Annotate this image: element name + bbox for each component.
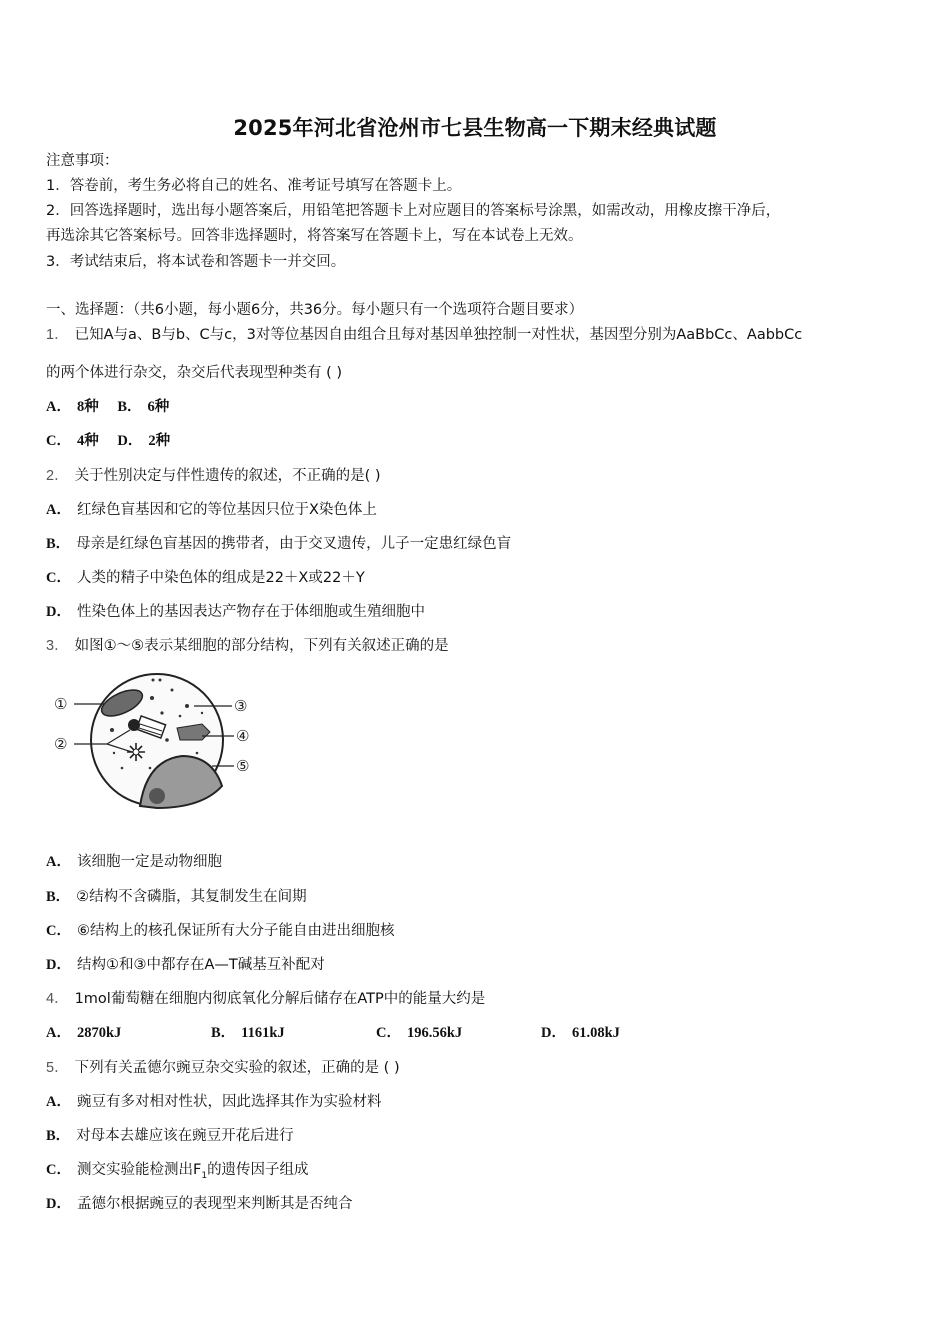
question-number: 5． [46,1060,69,1076]
option-letter: D． [46,957,71,973]
option-text: 对母本去雄应该在豌豆开花后进行 [76,1128,294,1144]
option-c[interactable] [376,1023,541,1043]
notice-item: 1．答卷前，考生务必将自己的姓名、准考证号填写在答题卡上。 [46,178,462,194]
option-text: 的遗传因子组成 [207,1162,309,1178]
option-letter: C． [46,433,71,449]
notice-item: 3．考试结束后，将本试卷和答题卡一并交回。 [46,254,346,270]
option-d[interactable] [46,1194,352,1214]
option-a[interactable] [46,500,377,520]
option-text: 性染色体上的基因表达产物存在于体细胞或生殖细胞中 [76,604,425,620]
option-letter: B． [46,1128,71,1144]
question-3-stem [46,636,449,656]
option-text: 4种 [76,433,99,449]
option-text: 孟德尔根据豌豆的表现型来判断其是否纯合 [76,1196,353,1212]
question-text: 如图①～⑤表示某细胞的部分结构，下列有关叙述正确的是 [74,638,449,654]
option-text: 结构①和③中都存在A—T碱基互补配对 [76,957,325,973]
option-letter: D． [46,604,71,620]
option-letter: A． [46,399,71,415]
question-number: 4． [46,991,69,1007]
question-5-stem [46,1058,400,1078]
option-letter: B． [46,536,71,552]
option-letter: C． [46,923,71,939]
option-text: 196.56kJ [406,1025,463,1041]
svg-text:④: ④ [236,727,250,745]
option-d[interactable] [46,602,425,622]
option-b[interactable] [46,1126,294,1146]
option-text: 红绿色盲基因和它的等位基因只位于X染色体上 [76,502,377,518]
svg-text:①: ① [54,695,68,713]
question-text: 1mol葡萄糖在细胞内彻底氧化分解后储存在ATP中的能量大约是 [74,991,486,1007]
cell-structure-figure [52,668,262,813]
page-title: 2025年河北省沧州市七县生物高一下期末经典试题 [233,116,717,140]
option-a[interactable] [46,397,99,417]
option-letter: D． [541,1025,566,1041]
question-text: 已知A与a、B与b、C与c，3对等位基因自由组合且每对基因单独控制一对性状，基因型分别为AaBbCc、AabbCc [74,327,803,343]
option-a[interactable] [46,1023,211,1043]
option-text: 该细胞一定是动物细胞 [76,854,222,870]
option-letter: D． [117,433,143,449]
option-text: 2种 [148,433,171,449]
question-number: 3． [46,638,69,654]
option-letter: B． [117,399,142,415]
option-text: 母亲是红绿色盲基因的携带者，由于交叉遗传，儿子一定患红绿色盲 [76,536,512,552]
option-letter: A． [46,1025,71,1041]
option-text: 测交实验能检测出F [76,1162,202,1178]
option-c[interactable] [46,921,394,941]
option-c[interactable] [46,431,99,451]
question-4-stem [46,989,485,1009]
option-letter: B． [211,1025,236,1041]
question-1-stem-cont: 的两个体进行杂交，杂交后代表现型种类有 ( ) [46,365,343,381]
question-text: 下列有关孟德尔豌豆杂交实验的叙述，正确的是 ( ) [74,1060,400,1076]
svg-text:②: ② [54,735,68,753]
question-1-options-row2 [46,431,170,451]
option-b[interactable] [117,397,169,417]
option-letter: D． [46,1196,71,1212]
option-text: 人类的精子中染色体的组成是22＋X或22＋Y [76,570,365,586]
svg-text:⑤: ⑤ [236,757,250,775]
option-letter: B． [46,889,71,905]
option-d[interactable] [117,431,170,451]
section-heading: 一、选择题：（共6小题，每小题6分，共36分。每小题只有一个选项符合题目要求） [46,302,584,318]
option-text: 豌豆有多对相对性状，因此选择其作为实验材料 [76,1094,382,1110]
option-a[interactable] [46,852,222,872]
option-text: 2870kJ [76,1025,122,1041]
notice-item: 再选涂其它答案标号。回答非选择题时，将答案写在答题卡上，写在本试卷上无效。 [46,228,583,244]
option-d[interactable] [46,955,325,975]
question-4-options [46,1023,620,1043]
question-number: 2． [46,468,69,484]
question-2-stem [46,466,381,486]
option-b[interactable] [46,887,307,907]
option-text: ⑥结构上的核孔保证所有大分子能自由进出细胞核 [76,923,395,939]
option-c[interactable] [46,568,365,588]
notice-item: 2．回答选择题时，选出每小题答案后，用铅笔把答题卡上对应题目的答案标号涂黑，如需改动，用橡皮擦干净后， [46,203,781,219]
option-d[interactable] [541,1023,620,1043]
option-text: ②结构不含磷脂，其复制发生在间期 [76,889,307,905]
option-text: 1161kJ [241,1025,285,1041]
question-number: 1． [46,327,69,343]
option-letter: C． [376,1025,401,1041]
question-1-options-row1 [46,397,169,417]
option-letter: C． [46,1162,71,1178]
svg-text:③: ③ [234,697,248,715]
option-a[interactable] [46,1092,381,1112]
option-letter: A． [46,1094,71,1110]
cell-diagram-icon [52,668,262,813]
option-letter: A． [46,502,71,518]
option-text: 61.08kJ [571,1025,620,1041]
subscript: 1 [201,1170,208,1181]
option-text: 8种 [76,399,99,415]
question-text: 关于性别决定与伴性遗传的叙述，不正确的是( ) [74,468,381,484]
option-text: 6种 [147,399,170,415]
option-letter: A． [46,854,71,870]
option-letter: C． [46,570,71,586]
option-b[interactable] [211,1023,376,1043]
option-b[interactable] [46,534,511,554]
option-c[interactable] [46,1160,309,1186]
notice-heading: 注意事项： [46,153,119,169]
question-1-stem [46,325,802,345]
